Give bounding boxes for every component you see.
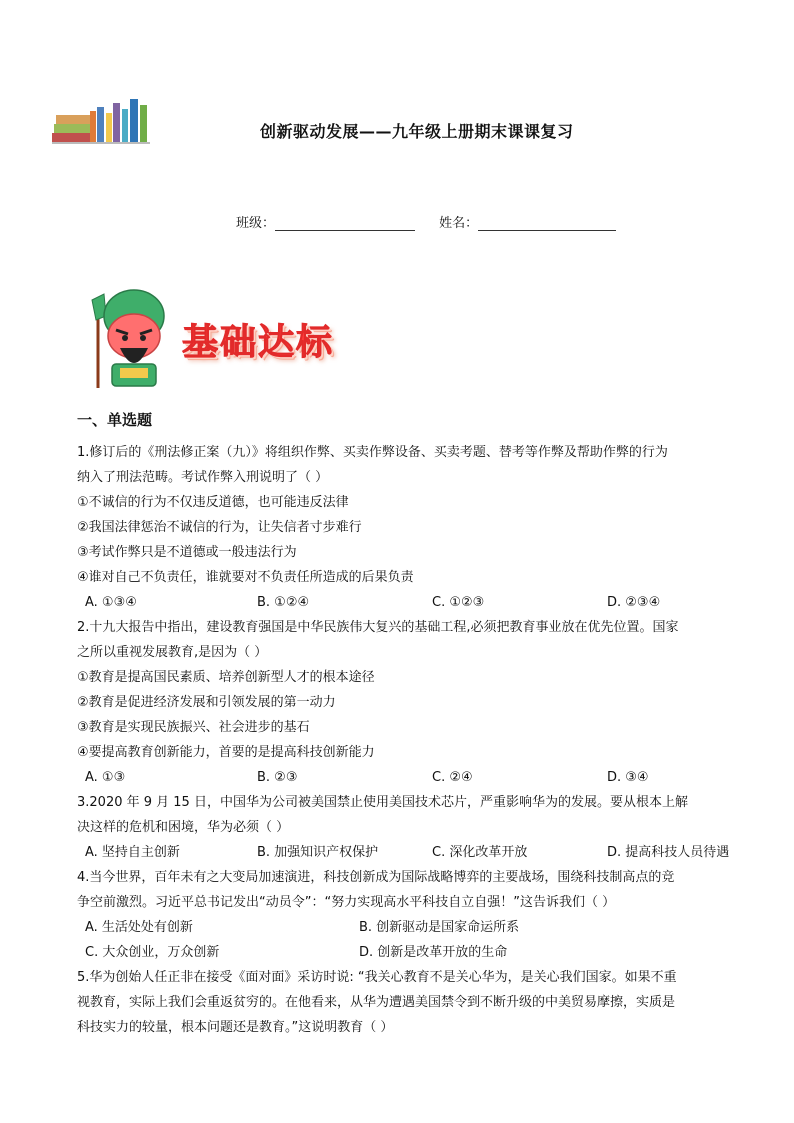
answer-options-row [77,840,730,865]
question-text-line: 3.2020 年 9 月 15 日，中国华为公司被美国禁止使用美国技术芯片，严重影响华为的发展。要从根本上解 [77,795,688,810]
question-text-line: 1.修订后的《刑法修正案（九）》将组织作弊、买卖作弊设备、买卖考题、替考等作弊及帮助作弊的行为 [77,445,668,460]
answer-options-row [77,590,722,615]
answer-option[interactable]: C. 深化改革开放 [432,845,528,860]
answer-option[interactable]: A. ①③④ [85,595,137,610]
question-text-line: 4.当今世界，百年未有之大变局加速演进，科技创新成为国际战略博弈的主要战场，围绕科技制高点的竞 [77,870,675,885]
question-item [77,790,730,865]
answer-option[interactable]: C. ①②③ [432,595,485,610]
answer-options-row [77,765,722,790]
answer-option[interactable]: B. 加强知识产权保护 [257,845,379,860]
answer-option[interactable]: D. 提高科技人员待遇 [607,845,730,860]
answer-option[interactable]: A. 生活处处有创新 [85,920,193,935]
question-text-line: ③教育是实现民族振兴、社会进步的基石 [77,720,310,735]
answer-options-row [77,940,722,965]
question-item [77,615,722,790]
answer-option[interactable]: C. 大众创业，万众创新 [85,945,220,960]
answer-option[interactable]: D. ③④ [607,770,649,785]
answer-option[interactable]: A. ①③ [85,770,126,785]
document-title: 创新驱动发展——九年级上册期末课课复习 [260,122,574,141]
name-blank-line [478,216,616,231]
question-text-line: ①不诚信的行为不仅违反道德，也可能违反法律 [77,495,349,510]
student-info-line [236,212,616,231]
question-text-line: 5.华为创始人任正非在接受《面对面》采访时说: “我关心教育不是关心华为，是关心我们国家。如果不重 [77,970,677,985]
books-icon [52,97,150,145]
question-text-line: ④谁对自己不负责任，谁就要对不负责任所造成的后果负责 [77,570,414,585]
class-blank-line [275,216,415,231]
question-item [77,865,722,965]
name-label: 姓名： [439,216,479,231]
section-banner: 基础达标 [182,322,335,363]
class-label: 班级： [236,216,276,231]
question-text-line: 视教育，实际上我们会重返贫穷的。在他看来，从华为遭遇美国禁令到不断升级的中美贸易摩擦，实质是 [77,995,676,1010]
question-text-line: ②教育是促进经济发展和引领发展的第一动力 [77,695,336,710]
question-text-line: 决这样的危机和困境，华为必须（ ） [77,820,290,835]
answer-option[interactable]: C. ②④ [432,770,473,785]
question-text-line: ①教育是提高国民素质、培养创新型人才的根本途径 [77,670,375,685]
question-item [77,965,722,1040]
question-text-line: ③考试作弊只是不道德或一般违法行为 [77,545,297,560]
question-text-line: 2.十九大报告中指出，建设教育强国是中华民族伟大复兴的基础工程,必须把教育事业放在优先位置。国家 [77,620,679,635]
question-text-line: 之所以重视发展教育,是因为（ ） [77,645,268,660]
question-text-line: ④要提高教育创新能力，首要的是提高科技创新能力 [77,745,375,760]
answer-options-row [77,915,722,940]
section-heading: 一、单选题 [77,411,153,429]
answer-option[interactable]: D. ②③④ [607,595,661,610]
question-list [77,440,730,1040]
question-text-line: 争空前激烈。习近平总书记发出“动员令”：“努力实现高水平科技自立自强！”这告诉我们（ ） [77,895,616,910]
question-text-line: 科技实力的较量，根本问题还是教育。”这说明教育（ ） [77,1020,394,1035]
answer-option[interactable]: B. ②③ [257,770,298,785]
mascot-warrior-icon [84,286,176,390]
answer-option[interactable]: B. 创新驱动是国家命运所系 [359,920,520,935]
question-text-line: ②我国法律惩治不诚信的行为，让失信者寸步难行 [77,520,362,535]
answer-option[interactable]: A. 坚持自主创新 [85,845,180,860]
answer-option[interactable]: D. 创新是改革开放的生命 [359,945,508,960]
answer-option[interactable]: B. ①②④ [257,595,310,610]
question-text-line: 纳入了刑法范畴。考试作弊入刑说明了（ ） [77,470,329,485]
question-item [77,440,722,615]
